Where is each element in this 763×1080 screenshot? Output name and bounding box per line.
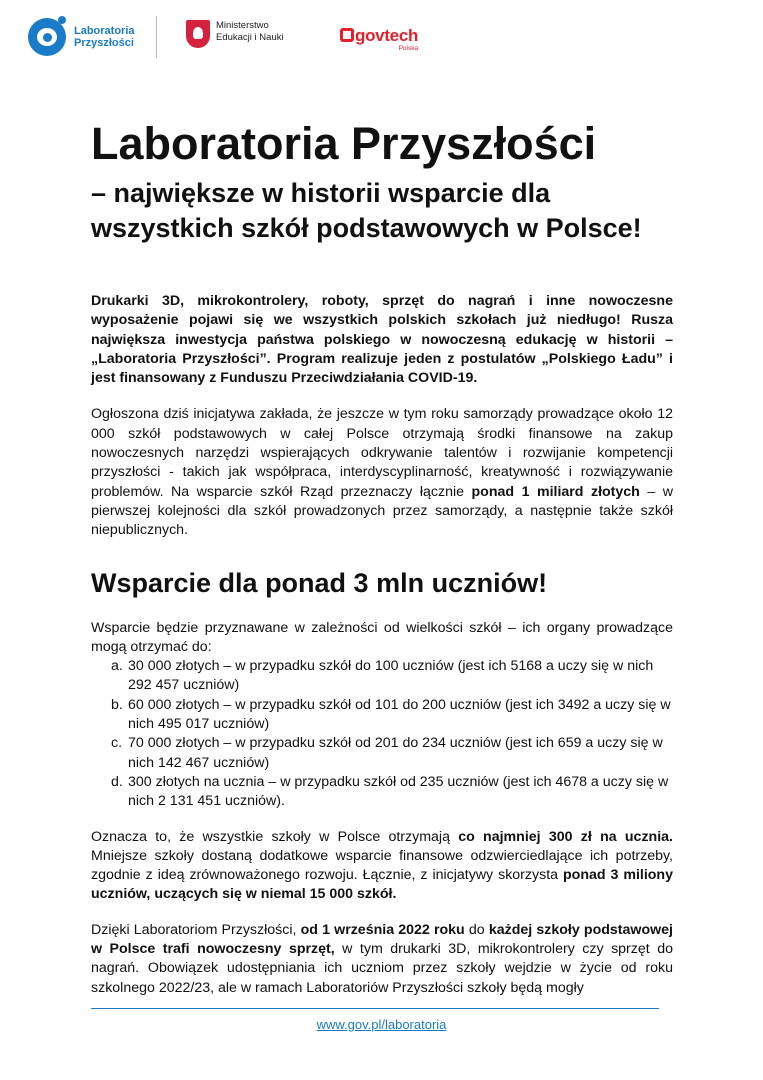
govtech-mark-icon xyxy=(340,28,354,42)
summary-text-2: Mniejsze szkoły dostaną dodatkowe wsparcie finansowe odzwierciedlające ich potrzeby, zgodnie z ideą zrównoważonego rozwoju. Łącznie, z inicjatywy skorzysta xyxy=(91,847,673,884)
equipment-bold-2: każdej szkoły podstawowej w Polsce trafi nowoczesny sprzęt, xyxy=(91,921,673,958)
list-item-text: 60 000 złotych – w przypadku szkół od 101 do 200 uczniów (jest ich 3492 a uczy się w nich 495 017 uczniów) xyxy=(128,696,671,733)
equipment-text-2: do xyxy=(464,921,489,938)
logo-lp-line2: Przyszłości xyxy=(74,37,134,49)
list-item-text: 30 000 złotych – w przypadku szkół do 100 uczniów (jest ich 5168 a uczy się w nich 292 457 uczniów) xyxy=(128,658,654,694)
page-subtitle: – największe w historii wsparcie dla wszystkich szkół podstawowych w Polsce! xyxy=(91,178,642,243)
list-marker: a. xyxy=(111,658,123,675)
summary-bold: co najmniej 300 zł na ucznia. xyxy=(458,828,673,845)
list-marker: b. xyxy=(111,696,123,713)
document-body xyxy=(91,116,673,998)
equipment-bold: od 1 września 2022 roku xyxy=(300,921,465,938)
logo-lp-line1: Laboratoria xyxy=(74,25,135,37)
intro-text-end: – w pierwszej kolejności dla szkół prowadzonych przez samorządy, a następnie także szkół niepublicznych. xyxy=(91,483,673,539)
govtech-logo xyxy=(340,26,419,52)
footer-website-link[interactable]: www.gov.pl/laboratoria xyxy=(316,1017,447,1032)
list-item xyxy=(111,773,673,812)
equipment-paragraph xyxy=(91,921,673,998)
page-title: Laboratoria Przyszłości xyxy=(91,118,597,169)
section-heading: Wsparcie dla ponad 3 mln uczniów! xyxy=(91,567,548,598)
logo-men-line1: Ministerstwo xyxy=(216,20,269,31)
list-item xyxy=(111,657,673,696)
header-divider xyxy=(156,16,157,58)
eagle-emblem-icon xyxy=(186,20,210,48)
laboratoria-przyszlosci-logo xyxy=(28,18,135,56)
summary-paragraph xyxy=(91,828,673,905)
list-item xyxy=(111,696,673,735)
list-marker: c. xyxy=(111,735,123,752)
ministerstwo-logo xyxy=(186,20,284,48)
equipment-text-3: w tym drukarki 3D, mikrokontrolery czy sprzęt do nagrań. Obowiązek udostępniania ich uczniom przez szkoły wejdzie w życie od roku szkolnego 2022/23, ale w ramach Laboratoriów Przyszłości szkoły będą mogły xyxy=(91,941,673,996)
list-item xyxy=(111,734,673,773)
support-paragraph: Wsparcie będzie przyznawane w zależności od wielkości szkół – ich organy prowadzące mogą otrzymać do: xyxy=(91,619,673,655)
summary-text: Oznacza to, że wszystkie szkoły w Polsce otrzymają xyxy=(91,828,459,845)
summary-bold-2: ponad 3 miliony uczniów, uczących się w niemal 15 000 szkół. xyxy=(91,867,673,903)
funding-list xyxy=(91,657,673,811)
list-item-text: 300 złotych na ucznia – w przypadku szkół od 235 uczniów (jest ich 4678 a uczy się w nich 2 131 451 uczniów). xyxy=(128,773,669,810)
intro-paragraph xyxy=(91,405,673,540)
govtech-logo-text: govtech xyxy=(355,26,419,45)
laboratoria-logo-icon xyxy=(28,18,66,56)
list-item-text: 70 000 złotych – w przypadku szkół od 201 do 234 uczniów (jest ich 659 a uczy się w nich 142 467 uczniów) xyxy=(128,735,663,771)
intro-bold: ponad 1 miliard złotych xyxy=(471,483,640,500)
header xyxy=(28,14,735,58)
intro-text: Ogłoszona dziś inicjatywa zakłada, że jeszcze w tym roku samorządy prowadzące około 12 000 szkół podstawowych w całej Polsce otrzymają środki finansowe na zakup nowoczesnych narzędzi wspierających odkrywanie talentów i rozwijanie kompetencji przyszłości - takich jak współpraca, interdyscyplinarność, kreatywność i rozwiązywanie problemów. Na wsparcie szkół Rząd przeznaczy łącznie xyxy=(91,406,673,500)
list-marker: d. xyxy=(111,773,123,790)
equipment-text: Dzięki Laboratoriom Przyszłości, xyxy=(91,921,301,938)
lead-paragraph: Drukarki 3D, mikrokontrolery, roboty, sprzęt do nagrań i inne nowoczesne wyposażenie pojawi się we wszystkich polskich szkołach już niedługo! Rusza największa inwestycja państwa polskiego w nowoczesną edukację w historii – „Laboratoria Przyszłości”. Program realizuje jeden z postulatów „Polskiego Ładu” i jest finansowany z Funduszu Przeciwdziałania COVID-19. xyxy=(91,293,673,387)
logo-men-line2: Edukacji i Nauki xyxy=(216,32,284,43)
govtech-logo-sub: Polska xyxy=(398,45,419,52)
footer-divider xyxy=(91,1008,659,1009)
